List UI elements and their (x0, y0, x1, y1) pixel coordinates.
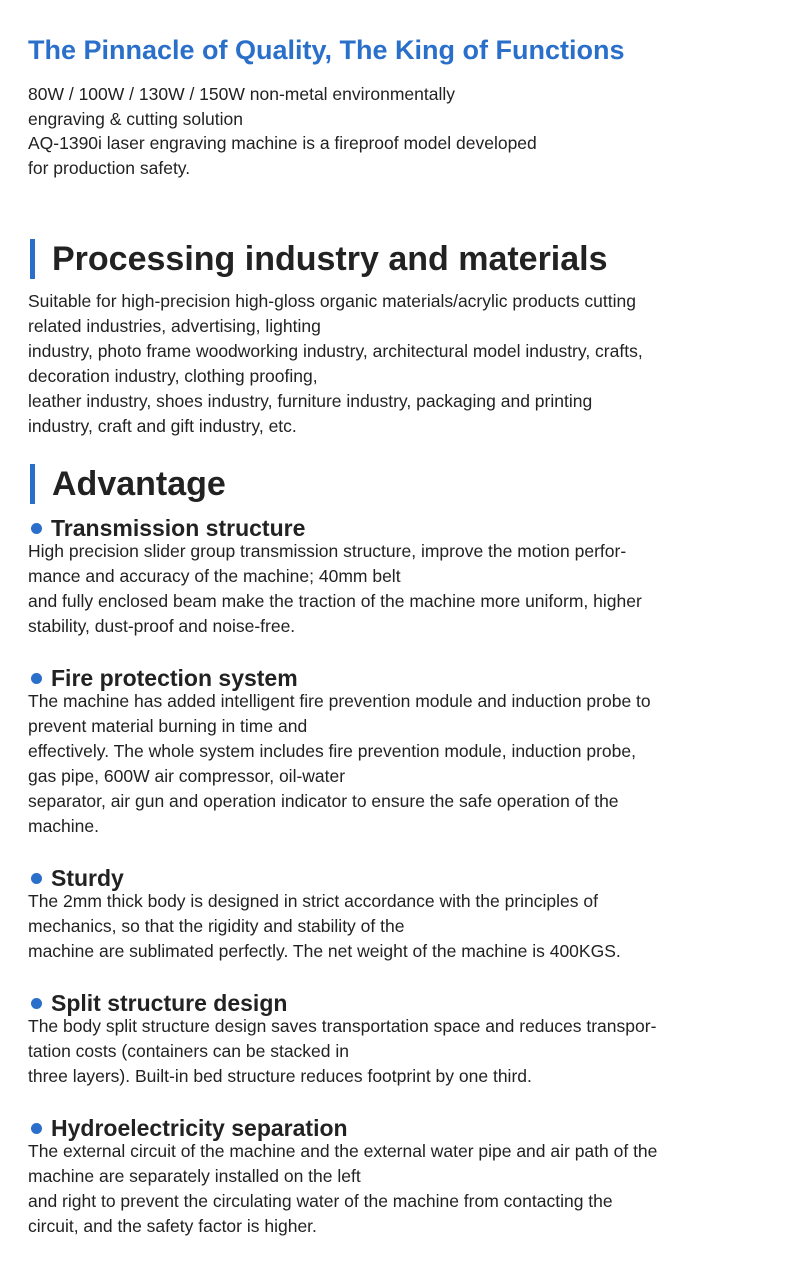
advantage-item-description (28, 1139, 773, 1239)
advantage-item-description (28, 889, 773, 964)
text-line: industry, craft and gift industry, etc. (28, 416, 297, 436)
text-line: gas pipe, 600W air compressor, oil-water (28, 766, 346, 786)
intro-line: engraving & cutting solution (28, 108, 243, 129)
advantage-item-description (28, 539, 773, 639)
text-line: machine. (28, 816, 100, 836)
text-line: The 2mm thick body is designed in strict accordance with the principles of (28, 891, 598, 911)
text-line: High precision slider group transmission structure, improve the motion perfor- (28, 541, 627, 561)
text-line: mechanics, so that the rigidity and stability of the (28, 916, 405, 936)
intro-line: AQ-1390i laser engraving machine is a fireproof model developed (28, 133, 537, 153)
text-line: Suitable for high-precision high-gloss organic materials/acrylic products cutting (28, 291, 636, 311)
bullet-dot-icon (31, 673, 42, 684)
text-line: three layers). Built-in bed structure reduces footprint by one third. (28, 1066, 532, 1086)
text-line: and right to prevent the circulating water of the machine from contacting the (28, 1191, 613, 1211)
text-line: tation costs (containers can be stacked in (28, 1041, 350, 1061)
intro-line: for production safety. (28, 157, 191, 178)
page-title: The Pinnacle of Quality, The King of Functions (28, 35, 625, 65)
text-line: decoration industry, clothing proofing, (28, 366, 318, 386)
processing-description (28, 289, 773, 439)
text-line: machine are separately installed on the left (28, 1166, 361, 1186)
text-line: industry, photo frame woodworking industry, architectural model industry, crafts, (28, 341, 643, 361)
advantage-item-title (28, 1114, 348, 1142)
text-line: circuit, and the safety factor is higher. (28, 1216, 317, 1236)
text-line: stability, dust-proof and noise-free. (28, 616, 296, 636)
section-heading-advantage (30, 462, 226, 506)
text-line: The machine has added intelligent fire prevention module and induction probe to (28, 691, 651, 711)
advantage-item-description (28, 1014, 773, 1089)
section-heading-label: Processing industry and materials (52, 240, 608, 278)
text-line: and fully enclosed beam make the traction of the machine more uniform, higher (28, 591, 642, 611)
text-line: The body split structure design saves transportation space and reduces transpor- (28, 1016, 657, 1036)
advantage-item-title (28, 514, 305, 542)
advantage-item-title-text: Fire protection system (51, 665, 298, 691)
intro-line: 80W / 100W / 130W / 150W non-metal environmentally (28, 84, 455, 104)
text-line: The external circuit of the machine and the external water pipe and air path of the (28, 1141, 658, 1161)
text-line: machine are sublimated perfectly. The net weight of the machine is 400KGS. (28, 941, 621, 961)
advantage-item-title (28, 664, 298, 692)
text-line: separator, air gun and operation indicator to ensure the safe operation of the (28, 791, 619, 811)
advantage-item-title (28, 989, 287, 1017)
advantage-item-title (28, 864, 124, 892)
section-heading-processing (30, 237, 608, 281)
text-line: related industries, advertising, lighting (28, 316, 321, 336)
bullet-dot-icon (31, 873, 42, 884)
advantage-item-title-text: Split structure design (51, 990, 288, 1016)
advantage-item-title-text: Sturdy (51, 865, 124, 891)
heading-accent-bar (30, 239, 35, 279)
advantage-item-title-text: Hydroelectricity separation (51, 1115, 348, 1141)
intro-text (28, 82, 728, 180)
text-line: leather industry, shoes industry, furniture industry, packaging and printing (28, 391, 593, 411)
text-line: effectively. The whole system includes fire prevention module, induction probe, (28, 741, 636, 761)
text-line: mance and accuracy of the machine; 40mm belt (28, 566, 401, 586)
bullet-dot-icon (31, 1123, 42, 1134)
advantage-item-title-text: Transmission structure (51, 515, 306, 541)
bullet-dot-icon (31, 998, 42, 1009)
section-heading-label: Advantage (52, 465, 226, 503)
heading-accent-bar (30, 464, 35, 504)
bullet-dot-icon (31, 523, 42, 534)
advantage-item-description (28, 689, 773, 839)
text-line: prevent material burning in time and (28, 716, 308, 736)
